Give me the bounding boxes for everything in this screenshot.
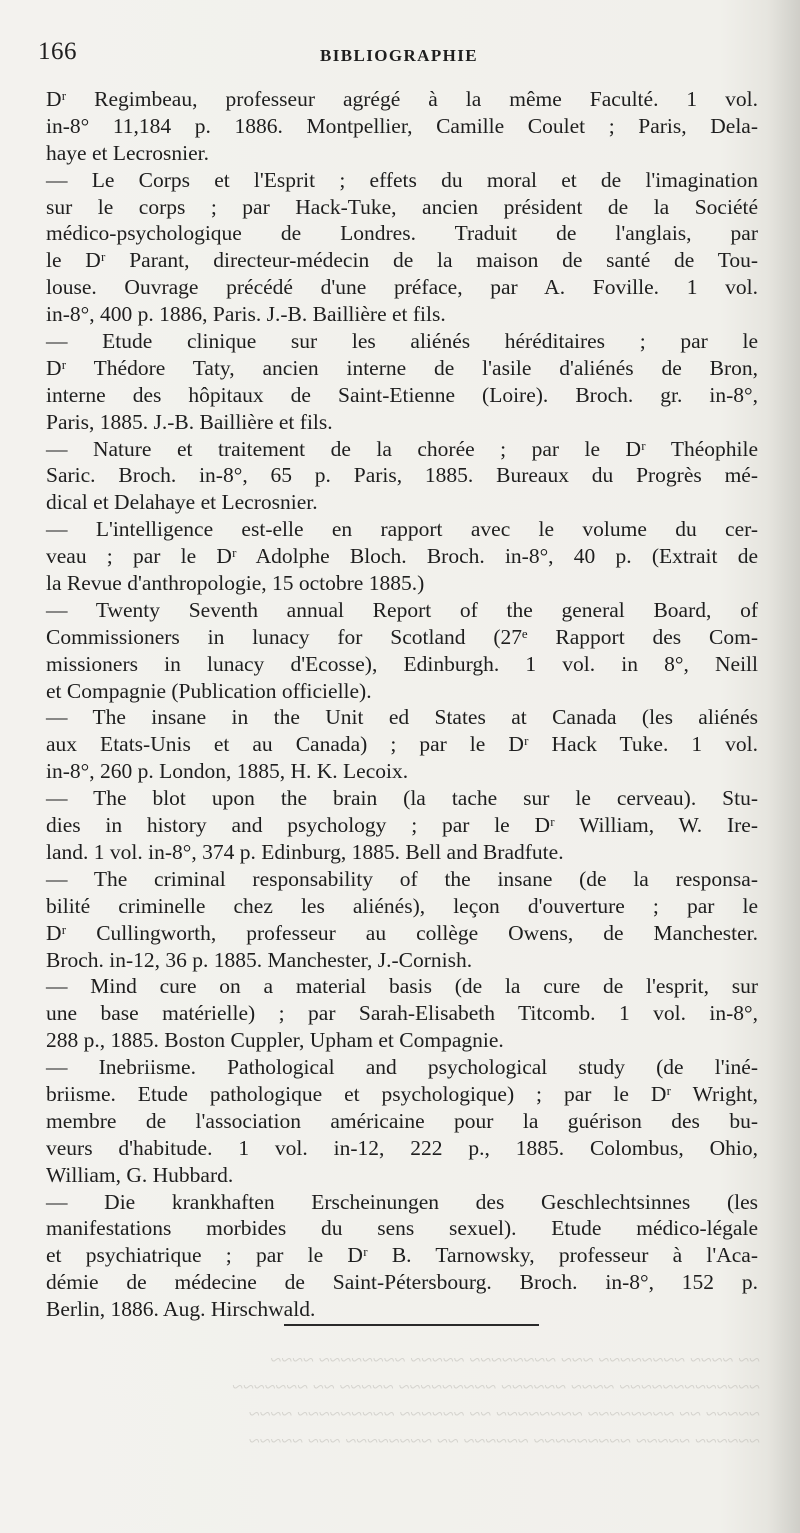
entry-line: démie de médecine de Saint-Pétersbourg. Broch. in-8°, 152 p. [46,1270,758,1295]
bibliography-entry [46,328,758,436]
page-header [38,38,760,68]
entry-line: Dʳ Cullingworth, professeur au collège Owens, de Manchester. [46,920,758,945]
bibliography-entry [46,866,758,974]
entry-line: louse. Ouvrage précédé d'une préface, par A. Foville. 1 vol. [46,275,758,300]
entry-line: — L'intelligence est-elle en rapport avec le volume du cer- [46,517,758,542]
entry-line: William, G. Hubbard. [46,1162,234,1187]
entry-line: 288 p., 1885. Boston Cuppler, Upham et Compagnie. [46,1028,504,1053]
entry-line: haye et Lecrosnier. [46,140,209,165]
entry-line: veurs d'habitude. 1 vol. in-12, 222 p., 1885. Colombus, Ohio, [46,1135,758,1160]
bibliography-entry [46,973,758,1054]
entry-line: interne des hôpitaux de Saint-Etienne (Loire). Broch. gr. in-8°, [46,382,758,407]
entry-line: — Le Corps et l'Esprit ; effets du moral et de l'imagination [46,167,758,192]
entry-line: dical et Delahaye et Lecrosnier. [46,490,318,515]
entry-line: bilité criminelle chez les aliénés), leçon d'ouverture ; par le [46,893,758,918]
entry-line: Commissioners in lunacy for Scotland (27ᵉ Rapport des Com- [46,624,758,649]
entry-line: land. 1 vol. in-8°, 374 p. Edinburg, 1885. Bell and Bradfute. [46,839,564,864]
entry-line: — Nature et traitement de la chorée ; par le Dʳ Théophile [46,436,758,461]
bibliography-entry [46,167,758,328]
entry-line: — The criminal responsability of the insane (de la responsa- [46,866,758,891]
bibliography-entry [46,516,758,597]
show-through-texture: ~~~~~ ~~~ ~~~~~~~~ ~~ ~~~~~~ ~~~~~~~~~ ~~~~~ ~~~~~~ ~~~~ ~~~~~~~~~ ~~~~~~ ~~ ~~~~~~~~ ~~~~~~~~ ~~ ~~~~~ ~~~~~~~ ~~ ~~~~~ ~~~~~~~~~ ~~~~~~ ~~~~ ~~~~~~~~~~~~~ ~~~~ ~~~~~~~~ ~~~~~ ~~~~~~~~ ~~~ ~~~~~~~~ ~~~~ ~~ [232,1348,760,1451]
entry-line: — Mind cure on a material basis (de la cure de l'esprit, sur [46,974,758,999]
bibliography-entry [46,597,758,705]
entry-line: Dʳ Regimbeau, professeur agrégé à la même Faculté. 1 vol. [46,87,758,111]
entry-line: et Compagnie (Publication officielle). [46,678,372,703]
bibliography-entries [46,86,758,1323]
entry-line: médico-psychologique de Londres. Traduit de l'anglais, par [46,221,758,246]
entry-line: Berlin, 1886. Aug. Hirschwald. [46,1297,316,1322]
entry-line: Broch. in-12, 36 p. 1885. Manchester, J.-Cornish. [46,947,473,972]
entry-line: manifestations morbides du sens sexuel). Etude médico-légale [46,1216,758,1241]
bibliography-entry [46,1054,758,1188]
bibliography-entry [46,86,758,167]
running-title: BIBLIOGRAPHIE [319,46,478,65]
entry-line: sur le corps ; par Hack-Tuke, ancien président de la Société [46,194,758,219]
bibliography-entry [46,704,758,785]
entry-line: in-8° 11,184 p. 1886. Montpellier, Camille Coulet ; Paris, Dela- [46,113,758,138]
entry-line: dies in history and psychology ; par le Dʳ William, W. Ire- [46,813,758,838]
entry-line: — Inebriisme. Pathological and psychological study (de l'iné- [46,1055,758,1080]
bibliography-entry [46,436,758,517]
page-number: 166 [38,38,77,65]
entry-line: in-8°, 260 p. London, 1885, H. K. Lecoix. [46,759,409,784]
entry-line: la Revue d'anthropologie, 15 octobre 1885.) [46,571,425,596]
end-rule [284,1324,539,1326]
entry-line: veau ; par le Dʳ Adolphe Bloch. Broch. in-8°, 40 p. (Extrait de [46,544,758,569]
entry-line: et psychiatrique ; par le Dʳ B. Tarnowsky, professeur à l'Aca- [46,1243,758,1268]
entry-line: aux Etats-Unis et au Canada) ; par le Dʳ Hack Tuke. 1 vol. [46,732,758,757]
entry-line: le Dʳ Parant, directeur-médecin de la maison de santé de Tou- [46,248,758,273]
entry-line: — The blot upon the brain (la tache sur le cerveau). Stu- [46,786,758,811]
entry-line: Dʳ Thédore Taty, ancien interne de l'asile d'aliénés de Bron, [46,355,758,380]
entry-line: — The insane in the Unit ed States at Canada (les aliénés [46,705,758,730]
entry-line: missioners in lunacy d'Ecosse), Edinburgh. 1 vol. in 8°, Neill [46,651,758,676]
bibliography-entry [46,785,758,866]
entry-line: — Die krankhaften Erscheinungen des Geschlechtsinnes (les [46,1189,758,1214]
entry-line: in-8°, 400 p. 1886, Paris. J.-B. Baillière et fils. [46,302,446,327]
entry-line: Paris, 1885. J.-B. Baillière et fils. [46,409,333,434]
bibliography-entry [46,1189,758,1323]
entry-line: briisme. Etude pathologique et psychologique) ; par le Dʳ Wright, [46,1081,758,1106]
entry-line: Saric. Broch. in-8°, 65 p. Paris, 1885. Bureaux du Progrès mé- [46,463,758,488]
entry-line: — Etude clinique sur les aliénés héréditaires ; par le [46,329,758,354]
entry-line: — Twenty Seventh annual Report of the general Board, of [46,597,758,622]
entry-line: une base matérielle) ; par Sarah-Elisabeth Titcomb. 1 vol. in-8°, [46,1001,758,1026]
entry-line: membre de l'association américaine pour la guérison des bu- [46,1108,758,1133]
